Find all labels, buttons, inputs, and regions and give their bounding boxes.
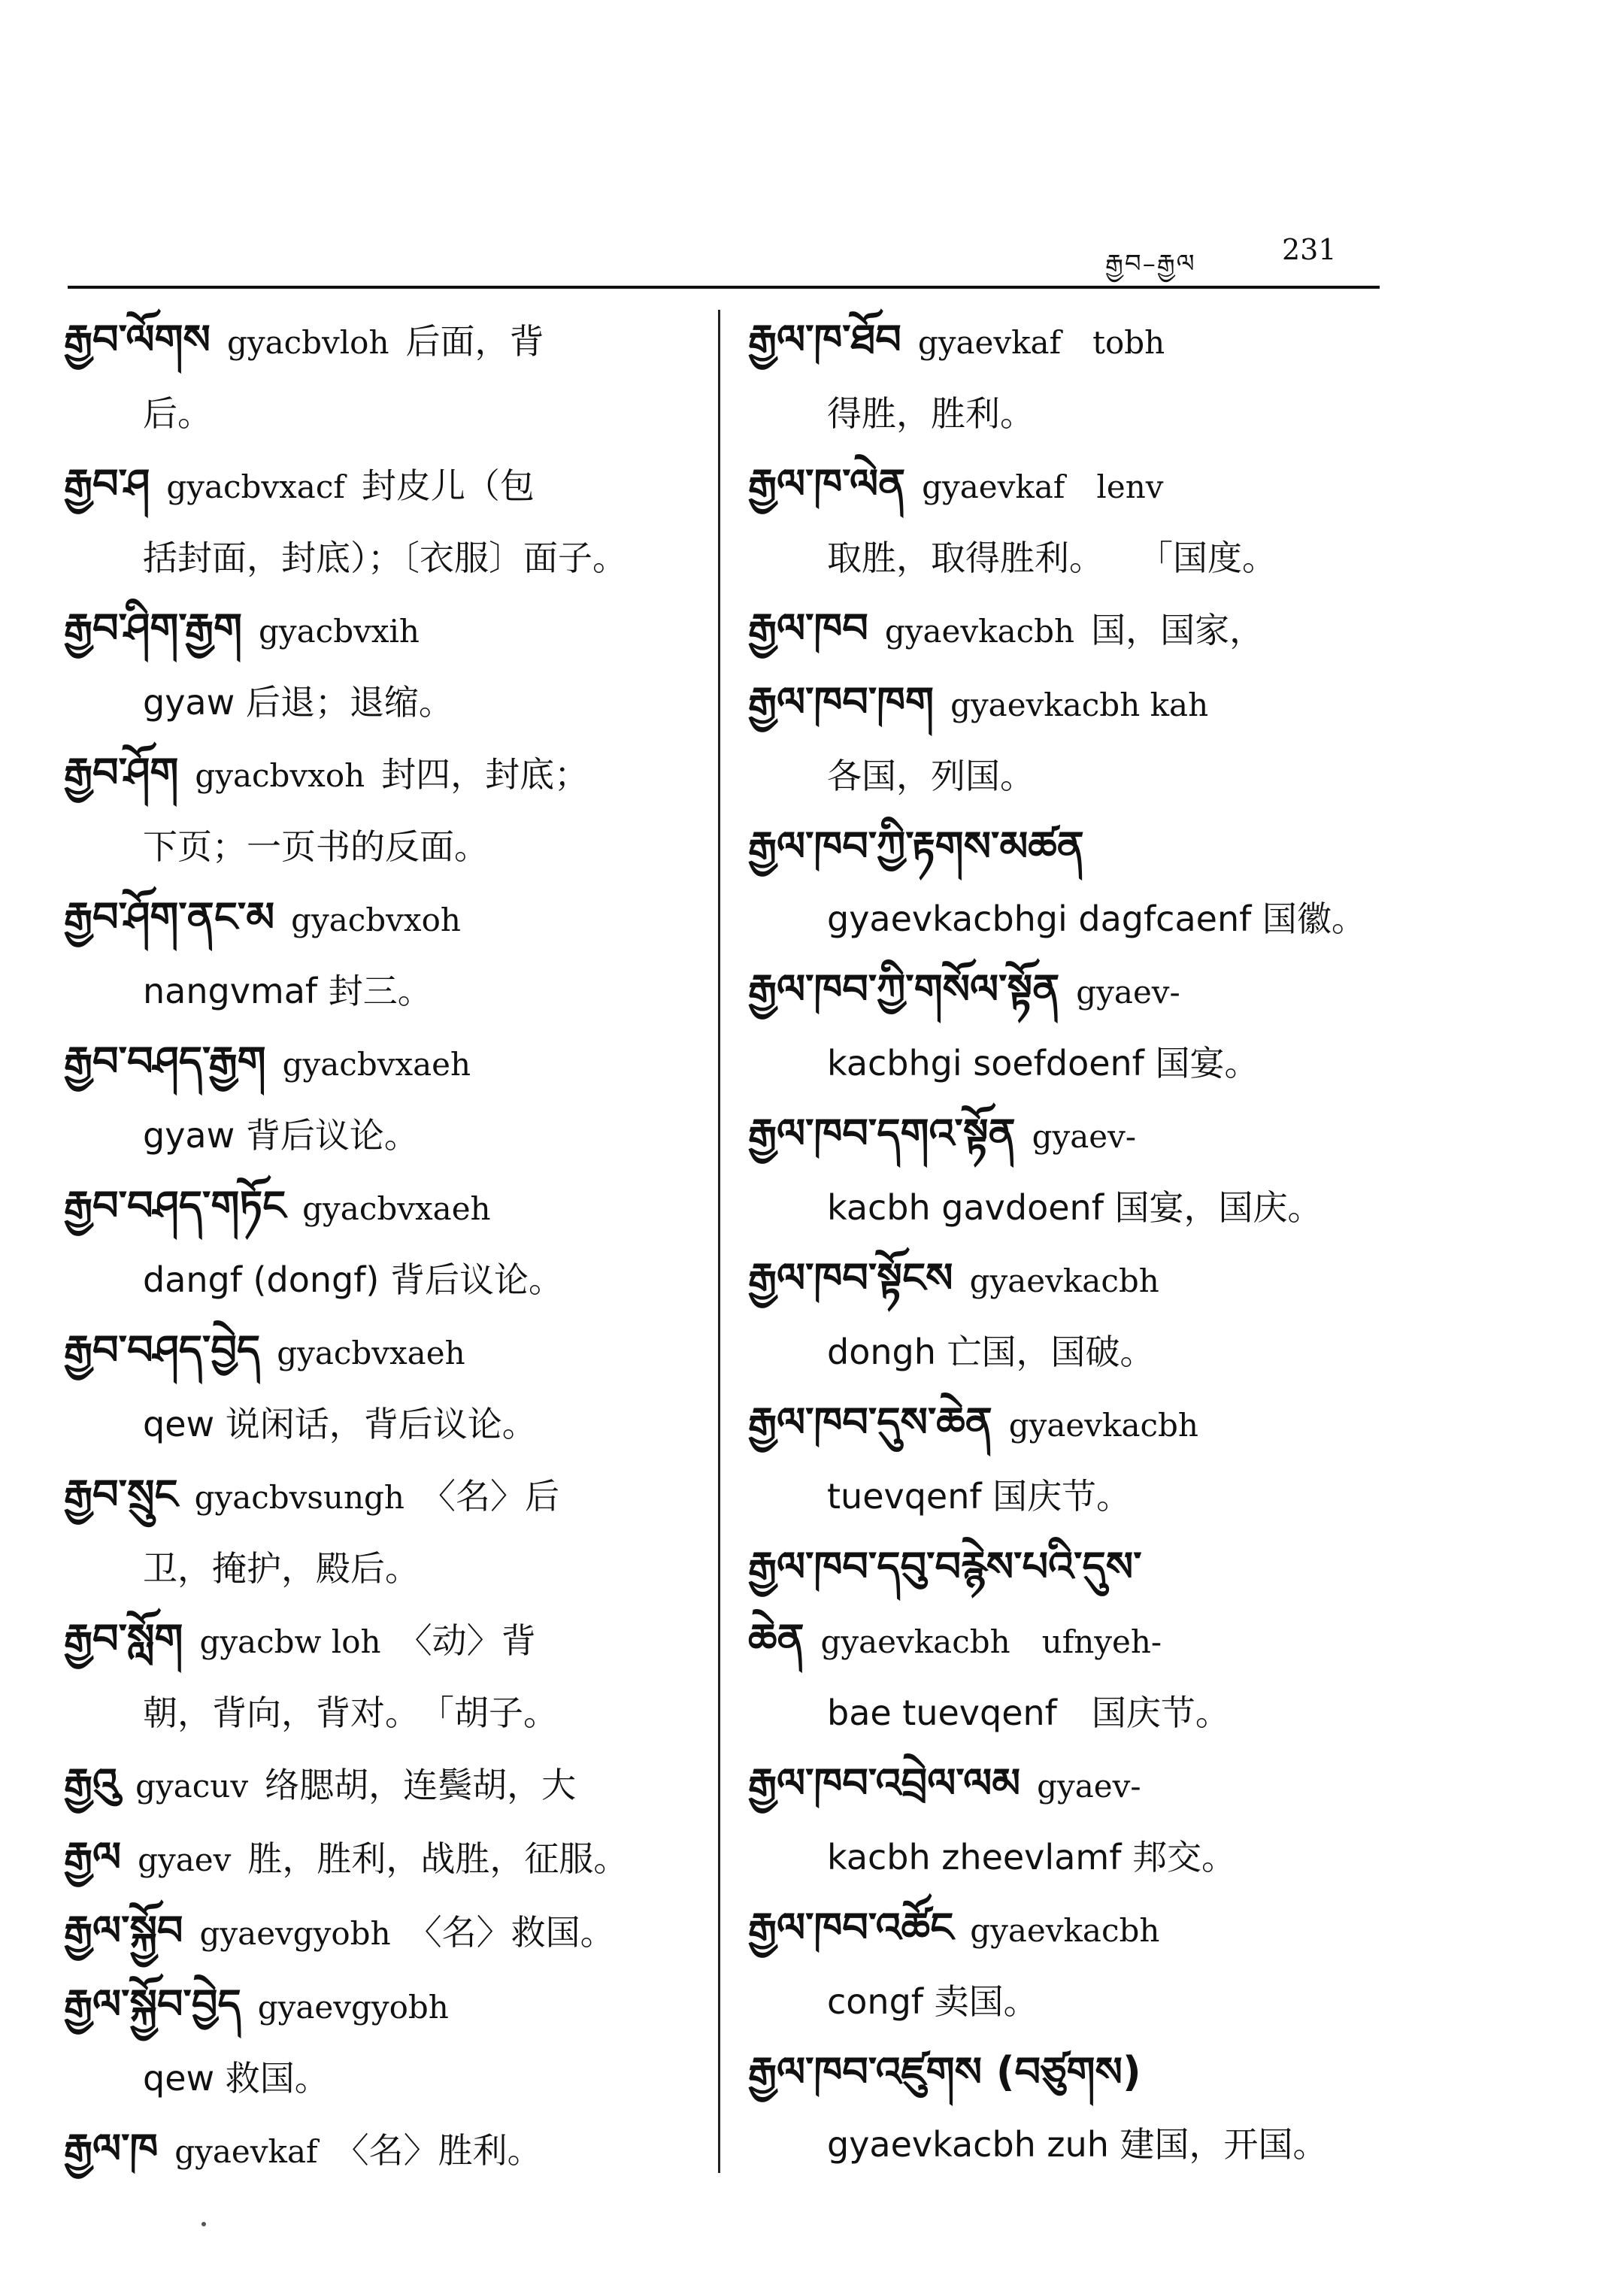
headword-romanization: gyaevkacbh — [1008, 1407, 1198, 1444]
dictionary-entry — [748, 1532, 1380, 1604]
headword-tibetan: རྒྱའུ — [64, 1759, 120, 1807]
headword-tibetan: རྒྱབ་སློག — [64, 1615, 183, 1662]
headword-romanization: gyaev- — [1032, 1118, 1137, 1155]
column-divider — [718, 310, 720, 2173]
headword-romanization: gyaevkaf tobh — [917, 324, 1165, 361]
dictionary-entry — [64, 882, 703, 1026]
headword-romanization: gyacbvxoh — [195, 757, 365, 794]
entry-definition: 封皮儿（包 — [361, 465, 535, 506]
headword-tibetan: རྒྱལ་ཁབ་འཛུགས (བཙུགས) — [748, 2048, 1141, 2096]
entry-continuation: gyaevkacbhgi dagfcaenf 国徽。 — [827, 899, 1366, 939]
headword-tibetan: རྒྱལ — [64, 1833, 122, 1880]
entry-continuation: kacbhgi soefdoenf 国宴。 — [827, 1043, 1259, 1083]
entry-continuation: 取胜，取得胜利。 「国度。 — [827, 538, 1277, 578]
headword-romanization: gyacbvxaeh — [282, 1046, 471, 1083]
entry-continuation: congf 卖国。 — [827, 1981, 1038, 2022]
headword-tibetan: རྒྱབ་བཤད་བྱེད — [64, 1326, 261, 1374]
entry-definition: 〈名〉后 — [420, 1476, 559, 1517]
entry-continuation: 朝，背向，背对。 「胡子。 — [143, 1693, 558, 1733]
headword-romanization: gyacbvloh — [226, 324, 389, 361]
headword-tibetan: རྒྱབ་ཤོག — [64, 749, 179, 796]
entry-continuation: 后。 — [143, 393, 212, 434]
print-speck — [201, 2222, 206, 2226]
right-column — [748, 305, 1380, 2180]
dictionary-entry — [64, 449, 703, 593]
headword-tibetan: རྒྱབ་ཤ — [64, 460, 150, 508]
headword-romanization: gyacuv — [135, 1768, 249, 1805]
headword-tibetan: རྒྱལ་ཁབ་དུས་ཆེན — [748, 1399, 992, 1446]
dictionary-entry — [64, 1171, 703, 1315]
header-rule — [68, 286, 1380, 289]
headword-romanization: gyaevkacbh — [970, 1912, 1160, 1949]
entry-continuation: 卫，掩护，殿后。 — [143, 1548, 420, 1589]
headword-tibetan: རྒྱལ་ཁབ་ཀྱི་རྟགས་མཚན — [748, 823, 1084, 870]
headword-romanization: gyaevkacbh — [884, 613, 1075, 650]
entry-continuation: tuevqenf 国庆节。 — [827, 1476, 1132, 1517]
headword-romanization: gyacbvxoh — [291, 902, 461, 938]
dictionary-entry — [64, 1315, 703, 1459]
headword-romanization: gyacbvxaeh — [277, 1335, 465, 1371]
entry-continuation: gyaw 后退；退缩。 — [143, 682, 453, 723]
headword-tibetan: རྒྱལ་ཁབ་ཀྱི་གསོལ་སྟོན — [748, 965, 1060, 1013]
headword-romanization: gyaevkacbh — [969, 1262, 1159, 1299]
header-guide-words: རྒྱབ–རྒྱལ — [1105, 249, 1196, 279]
left-column — [64, 305, 703, 2187]
headword-tibetan: རྒྱབ་སྲུང — [64, 1471, 178, 1518]
dictionary-entry — [64, 305, 703, 449]
dictionary-entry — [748, 593, 1380, 667]
headword-tibetan: རྒྱབ་ཤོག་ནང་མ — [64, 893, 275, 941]
dictionary-entry — [748, 1893, 1380, 2037]
entry-definition: 后面，背 — [405, 321, 544, 362]
headword-tibetan: རྒྱལ་ཁབ — [748, 605, 868, 652]
dictionary-entry — [748, 811, 1380, 954]
dictionary-entry — [748, 1387, 1380, 1532]
dictionary-entry — [64, 593, 703, 738]
headword-romanization: gyacbvxih — [259, 613, 420, 650]
headword-romanization: gyacbw loh — [199, 1623, 381, 1660]
entry-definition: 络腮胡，连鬓胡，大 — [265, 1765, 577, 1805]
dictionary-entry — [64, 1896, 703, 1969]
dictionary-entry — [748, 2037, 1380, 2180]
dictionary-entry — [748, 954, 1380, 1099]
headword-tibetan: ཆེན — [748, 1615, 804, 1662]
entry-definition: 〈名〉救国。 — [407, 1912, 615, 1953]
headword-romanization: gyaevkaf lenv — [922, 468, 1164, 505]
dictionary-entry — [748, 1604, 1380, 1748]
entry-continuation: kacbh zheevlamf 邦交。 — [827, 1837, 1237, 1877]
entry-definition: 〈动〉背 — [397, 1620, 536, 1661]
dictionary-entry — [748, 667, 1380, 811]
headword-tibetan: རྒྱལ་ཁབ་སྟོངས — [748, 1254, 953, 1302]
entry-definition: 〈名〉胜利。 — [334, 2130, 542, 2171]
headword-romanization: gyacbvxaeh — [302, 1190, 491, 1227]
headword-tibetan: རྒྱལ་ཁབ་དགའ་སྟོན — [748, 1110, 1016, 1157]
headword-tibetan: རྒྱལ་ཁ་ལེན — [748, 460, 906, 508]
headword-romanization: gyaevgyobh — [257, 1989, 449, 2026]
entry-definition: 胜，胜利，战胜，征服。 — [247, 1838, 629, 1879]
headword-tibetan: རྒྱབ་ལོགས — [64, 316, 211, 363]
dictionary-entry — [64, 1748, 703, 1822]
entry-continuation: gyaw 背后议论。 — [143, 1115, 419, 1156]
dictionary-entry — [64, 2114, 703, 2187]
headword-tibetan: རྒྱལ་སྐྱོབ — [64, 1907, 183, 1954]
headword-romanization: gyaev- — [1037, 1768, 1141, 1805]
headword-romanization: gyaevkacbh ufnyeh- — [820, 1623, 1162, 1660]
dictionary-entry — [64, 1459, 703, 1604]
entry-continuation: 下页；一页书的反面。 — [143, 826, 489, 867]
entry-continuation: qew 说闲话，背后议论。 — [143, 1404, 537, 1444]
headword-tibetan: རྒྱབ་བཤད་རྒྱག — [64, 1038, 266, 1085]
dictionary-entry — [64, 738, 703, 882]
headword-romanization: gyaev — [138, 1841, 232, 1878]
entry-continuation: 括封面，封底）；〔衣服〕面子。 — [143, 538, 627, 578]
dictionary-entry — [64, 1604, 703, 1748]
entry-continuation: kacbh gavdoenf 国宴，国庆。 — [827, 1187, 1323, 1228]
entry-continuation: dangf (dongf) 背后议论。 — [143, 1259, 563, 1300]
dictionary-entry — [64, 1822, 703, 1896]
dictionary-entry — [748, 449, 1380, 593]
headword-tibetan: རྒྱལ་ཁབ་དབུ་བརྙེས་པའི་དུས་ — [748, 1543, 1142, 1590]
headword-romanization: gyacbvsungh — [194, 1479, 404, 1516]
headword-romanization: gyacbvxacf — [166, 468, 345, 505]
dictionary-entry — [748, 1243, 1380, 1387]
dictionary-entry — [748, 1099, 1380, 1243]
headword-tibetan: རྒྱལ་ཁབ་འབྲེལ་ལམ — [748, 1759, 1021, 1807]
entry-continuation: qew 救国。 — [143, 2058, 329, 2099]
headword-tibetan: རྒྱབ་བཤད་གཏོང — [64, 1182, 286, 1229]
headword-romanization: gyaevgyobh — [199, 1915, 391, 1952]
entry-definition: 国，国家， — [1091, 610, 1265, 650]
headword-tibetan: རྒྱལ་ཁབ་འཚོང — [748, 1904, 954, 1951]
entry-continuation: dongh 亡国，国破。 — [827, 1332, 1155, 1372]
entry-continuation: nangvmaf 封三。 — [143, 971, 432, 1011]
dictionary-entry — [748, 1748, 1380, 1893]
entry-continuation: 各国，列国。 — [827, 756, 1035, 796]
entry-continuation: 得胜，胜利。 — [827, 393, 1035, 434]
entry-definition: 封四，封底； — [381, 754, 589, 795]
headword-tibetan: རྒྱལ་ཁ — [64, 2125, 159, 2172]
headword-tibetan: རྒྱལ་སྐྱོབ་བྱེད — [64, 1980, 241, 2028]
headword-tibetan: རྒྱལ་ཁ་ཐོབ — [748, 316, 901, 363]
headword-romanization: gyaevkacbh kah — [950, 686, 1209, 723]
dictionary-entry — [64, 1969, 703, 2114]
headword-romanization: gyaev- — [1076, 974, 1180, 1011]
headword-tibetan: རྒྱལ་ཁབ་ཁག — [748, 678, 935, 726]
headword-romanization: gyaevkaf — [174, 2133, 318, 2170]
entry-continuation: bae tuevqenf 国庆节。 — [827, 1693, 1230, 1733]
entry-continuation: gyaevkacbh zuh 建国，开国。 — [827, 2124, 1328, 2165]
page-number: 231 — [1282, 233, 1337, 266]
headword-tibetan: རྒྱབ་ཤིག་རྒྱག — [64, 605, 243, 652]
dictionary-entry — [64, 1026, 703, 1171]
dictionary-entry — [748, 305, 1380, 449]
